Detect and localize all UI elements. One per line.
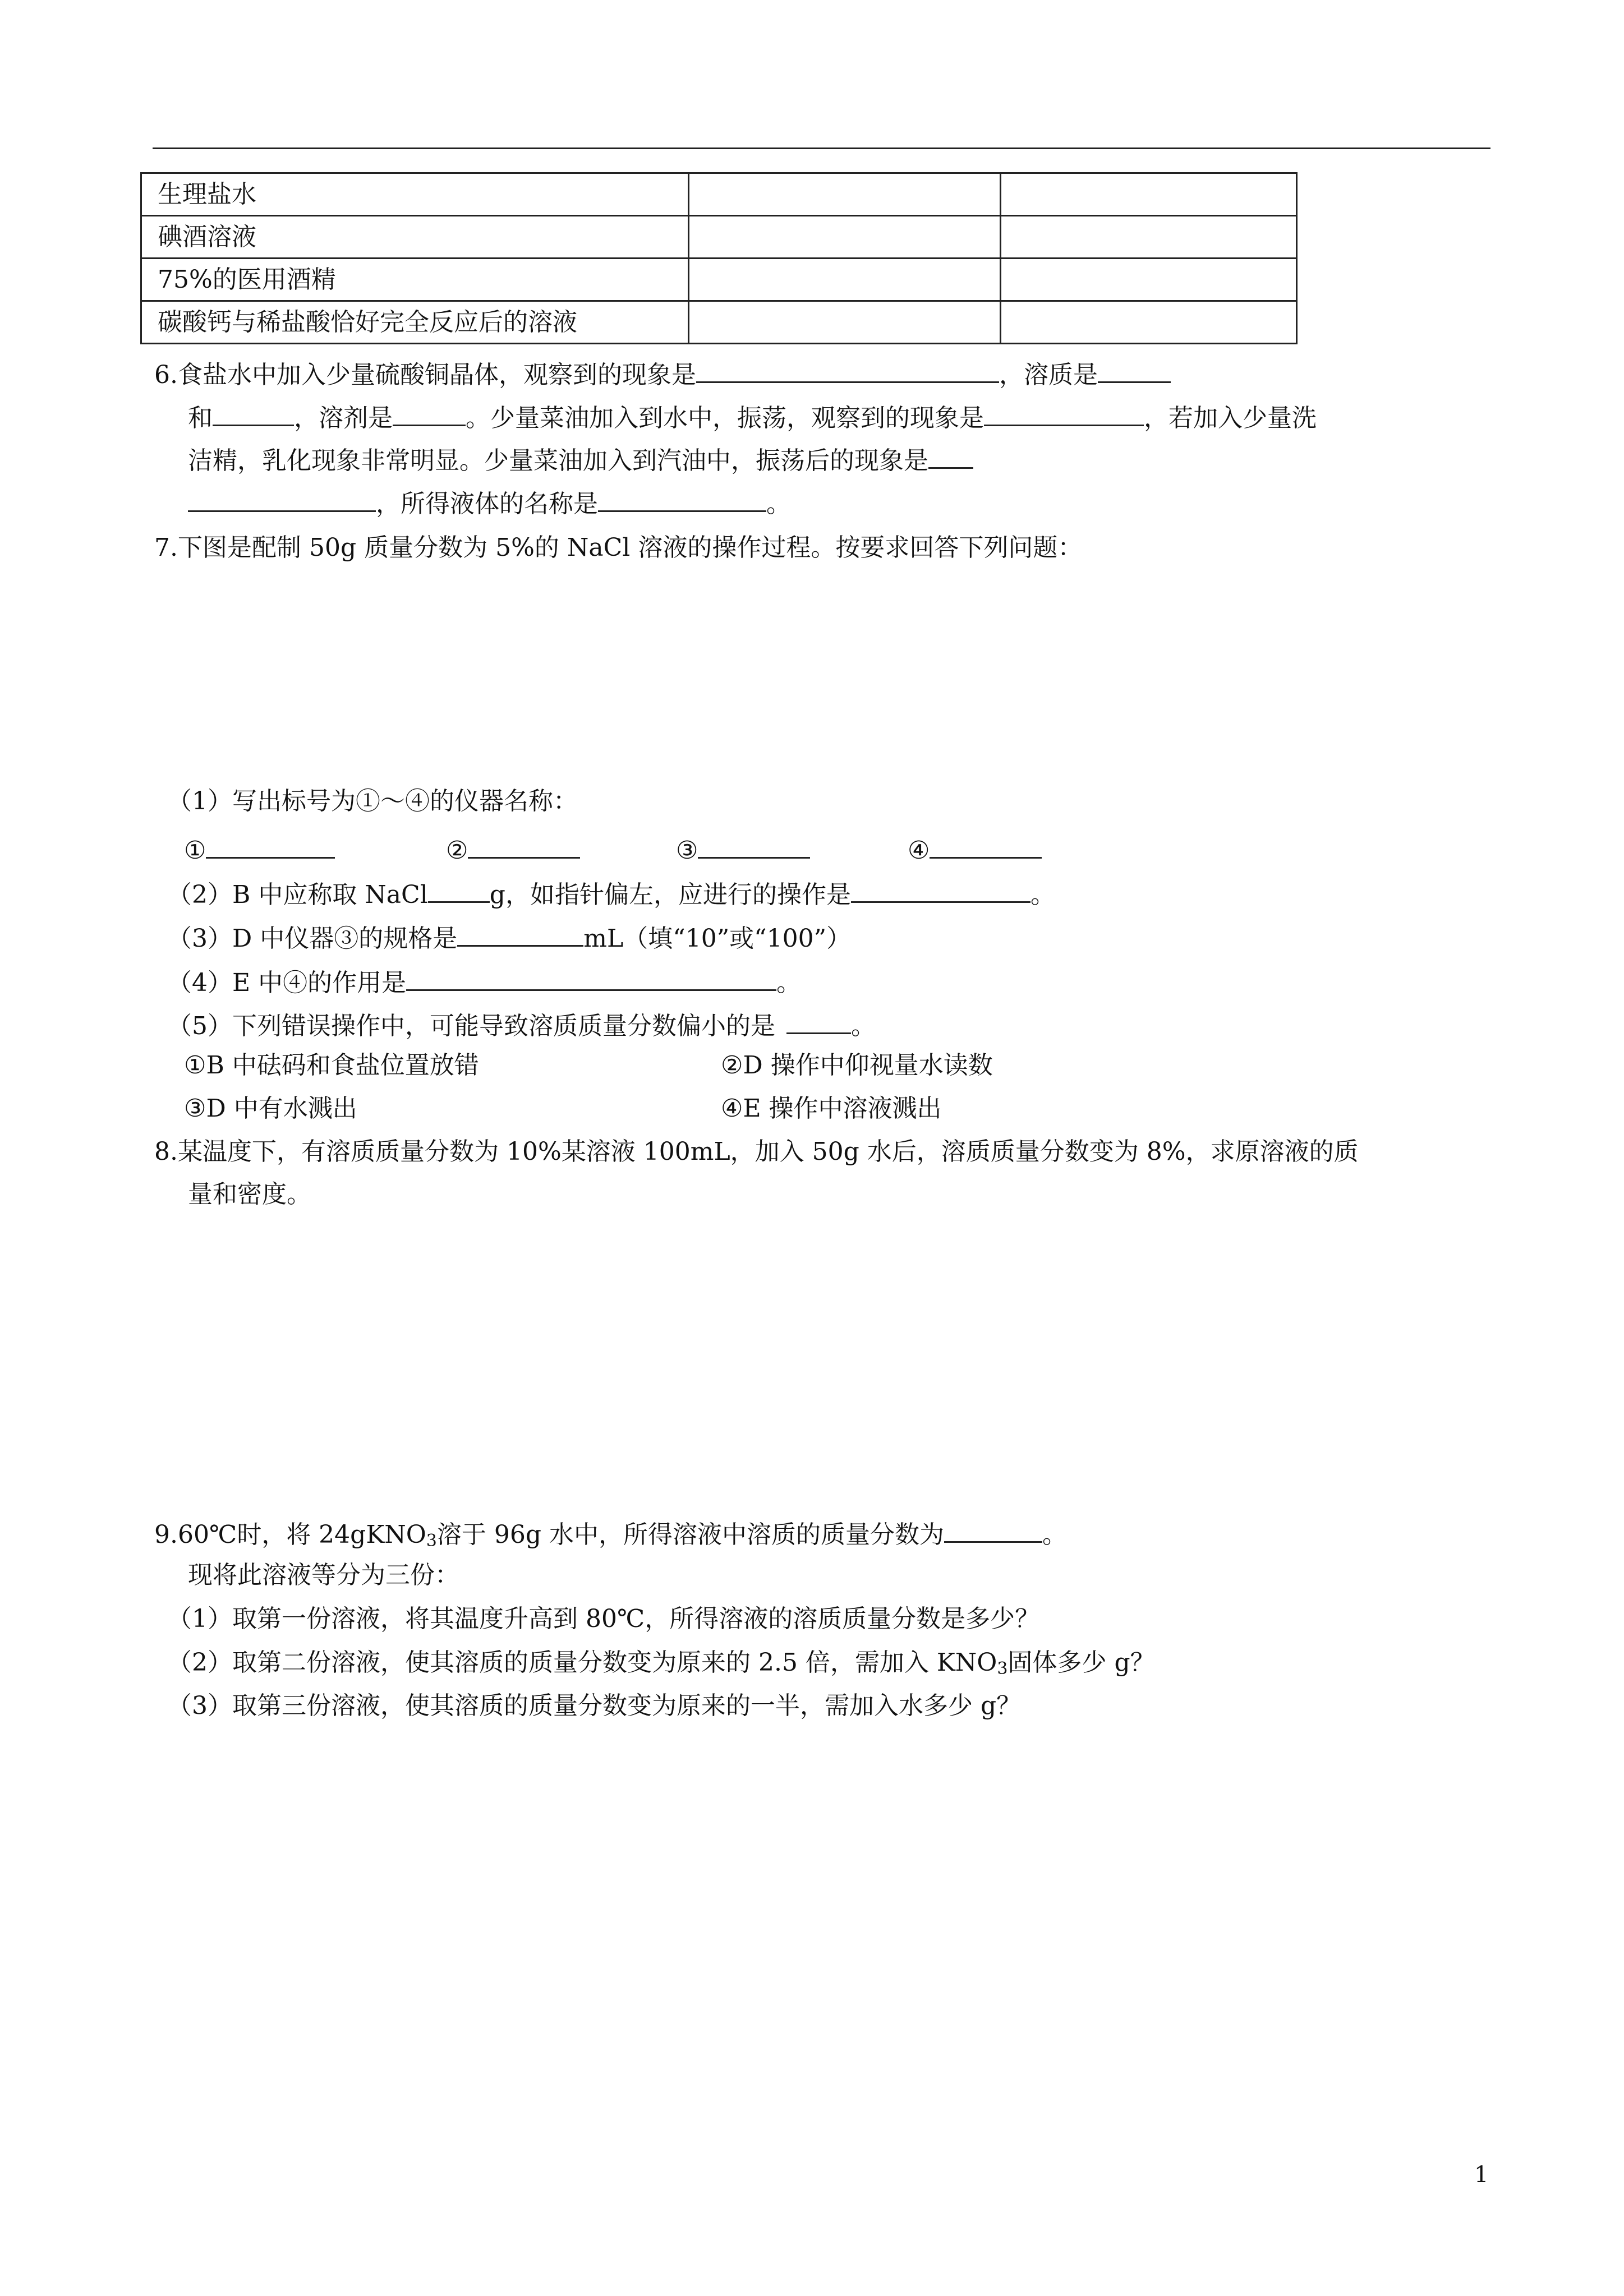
q7-text: mL（填“10”或“100”） xyxy=(583,924,852,953)
answer-blank[interactable] xyxy=(1098,359,1171,383)
marker-1: ① xyxy=(184,836,206,865)
q6-line-1 xyxy=(154,359,1171,388)
marker-2: ② xyxy=(446,836,468,865)
answer-blank[interactable] xyxy=(786,1010,851,1034)
marker-4: ④ xyxy=(908,836,930,865)
table-row xyxy=(141,259,1297,301)
q7-part-1: （1）写出标号为①～④的仪器名称： xyxy=(167,787,578,815)
q7-option-2: ②D 操作中仰视量水读数 xyxy=(721,1051,993,1080)
q7-part-4 xyxy=(167,967,801,995)
answer-blank[interactable] xyxy=(851,879,1030,903)
answer-blank[interactable] xyxy=(598,488,766,512)
q9-line-2: 现将此溶液等分为三份： xyxy=(188,1561,459,1589)
q7-instrument-blanks xyxy=(908,835,1042,863)
solution-table xyxy=(140,172,1298,344)
q9-part-1: （1）取第一份溶液，将其温度升高到 80℃，所得溶液的溶质质量分数是多少？ xyxy=(167,1605,1040,1633)
q7-option-4: ④E 操作中溶液溅出 xyxy=(721,1094,942,1123)
answer-blank[interactable] xyxy=(468,835,580,859)
solution-name-cell: 碘酒溶液 xyxy=(141,216,689,259)
solvent-cell[interactable] xyxy=(1001,173,1297,216)
q6-text: 。少量菜油加入到水中，振荡，观察到的现象是 xyxy=(466,404,984,432)
page-number: 1 xyxy=(1474,2162,1489,2188)
q6-text: 洁精，乳化现象非常明显。少量菜油加入到汽油中，振荡后的现象是 xyxy=(188,446,928,475)
q7-text: （5）下列错误操作中，可能导致溶质质量分数偏小的是 xyxy=(167,1012,775,1040)
table-row xyxy=(141,301,1297,344)
q9-line-1 xyxy=(154,1519,1067,1550)
q7-intro: 7.下图是配制 50g 质量分数为 5%的 NaCl 溶液的操作过程。按要求回答下列问题： xyxy=(154,533,1083,562)
q6-text: 和 xyxy=(188,404,213,432)
answer-blank[interactable] xyxy=(206,835,335,859)
q6-line-3 xyxy=(188,445,973,473)
q7-text: （2）B 中应称取 NaCl xyxy=(167,880,428,909)
q6-text: 。 xyxy=(766,490,791,518)
q7-instrument-blanks xyxy=(676,835,810,863)
subscript: 3 xyxy=(426,1531,437,1551)
q6-text: ，溶质是 xyxy=(999,361,1098,389)
q9-text: 。 xyxy=(1042,1520,1068,1549)
q6-line-4 xyxy=(188,488,791,517)
table-row xyxy=(141,216,1297,259)
q6-text: ，所得液体的名称是 xyxy=(376,490,598,518)
header-rule xyxy=(153,147,1490,149)
q9-text: 溶于 96g 水中，所得溶液中溶质的质量分数为 xyxy=(436,1520,945,1549)
answer-blank[interactable] xyxy=(457,923,583,947)
q7-text: 。 xyxy=(1030,880,1055,909)
q7-instrument-blanks xyxy=(184,835,335,863)
solvent-cell[interactable] xyxy=(1001,259,1297,301)
solvent-cell[interactable] xyxy=(1001,301,1297,344)
q7-part-5 xyxy=(167,1010,876,1039)
answer-blank[interactable] xyxy=(984,402,1144,426)
q7-text: （4）E 中④的作用是 xyxy=(167,969,407,997)
solution-name-cell: 生理盐水 xyxy=(141,173,689,216)
q9-part-2 xyxy=(167,1650,1155,1677)
solute-cell[interactable] xyxy=(689,216,1001,259)
answer-blank[interactable] xyxy=(393,402,466,426)
solution-name-cell: 75%的医用酒精 xyxy=(141,259,689,301)
q7-part-2 xyxy=(167,879,1055,907)
q8-line-1: 8.某温度下，有溶质质量分数为 10%某溶液 100mL，加入 50g 水后，溶质质量分数变为 8%，求原溶液的质 xyxy=(154,1137,1359,1166)
answer-blank[interactable] xyxy=(698,835,810,859)
q7-part-3 xyxy=(167,923,851,951)
solvent-cell[interactable] xyxy=(1001,216,1297,259)
q9-text: （2）取第二份溶液，使其溶质的质量分数变为原来的 2.5 倍，需加入 KNO xyxy=(167,1648,997,1677)
answer-blank[interactable] xyxy=(406,967,776,991)
q9-text: 固体多少 g？ xyxy=(1007,1648,1155,1677)
q7-option-3: ③D 中有水溅出 xyxy=(184,1094,357,1123)
solution-name-cell: 碳酸钙与稀盐酸恰好完全反应后的溶液 xyxy=(141,301,689,344)
solute-cell[interactable] xyxy=(689,301,1001,344)
q6-text: ，溶剂是 xyxy=(294,404,393,432)
q7-text: （3）D 中仪器③的规格是 xyxy=(167,924,458,953)
answer-blank[interactable] xyxy=(428,879,490,903)
q7-text: g，如指针偏左，应进行的操作是 xyxy=(489,880,851,909)
q7-option-1: ①B 中砝码和食盐位置放错 xyxy=(184,1051,479,1080)
solute-cell[interactable] xyxy=(689,259,1001,301)
q9-text: 9.60℃时，将 24gKNO xyxy=(154,1520,426,1549)
answer-blank[interactable] xyxy=(928,445,973,469)
marker-3: ③ xyxy=(676,836,698,865)
q7-text: 。 xyxy=(851,1012,876,1040)
q6-text: ，若加入少量洗 xyxy=(1144,404,1317,432)
table-row xyxy=(141,173,1297,216)
q8-line-2: 量和密度。 xyxy=(188,1180,311,1209)
q6-text: 6.食盐水中加入少量硫酸铜晶体，观察到的现象是 xyxy=(154,361,696,389)
answer-blank[interactable] xyxy=(213,402,294,426)
answer-blank[interactable] xyxy=(188,488,376,512)
q7-instrument-blanks xyxy=(446,835,580,863)
q9-part-3: （3）取第三份溶液，使其溶质的质量分数变为原来的一半，需加入水多少 g？ xyxy=(167,1691,1022,1720)
q7-text: 。 xyxy=(776,969,802,997)
answer-blank[interactable] xyxy=(930,835,1042,859)
solute-cell[interactable] xyxy=(689,173,1001,216)
answer-blank[interactable] xyxy=(696,359,999,383)
subscript: 3 xyxy=(997,1659,1008,1679)
answer-blank[interactable] xyxy=(944,1519,1042,1543)
q6-line-2 xyxy=(188,402,1317,431)
